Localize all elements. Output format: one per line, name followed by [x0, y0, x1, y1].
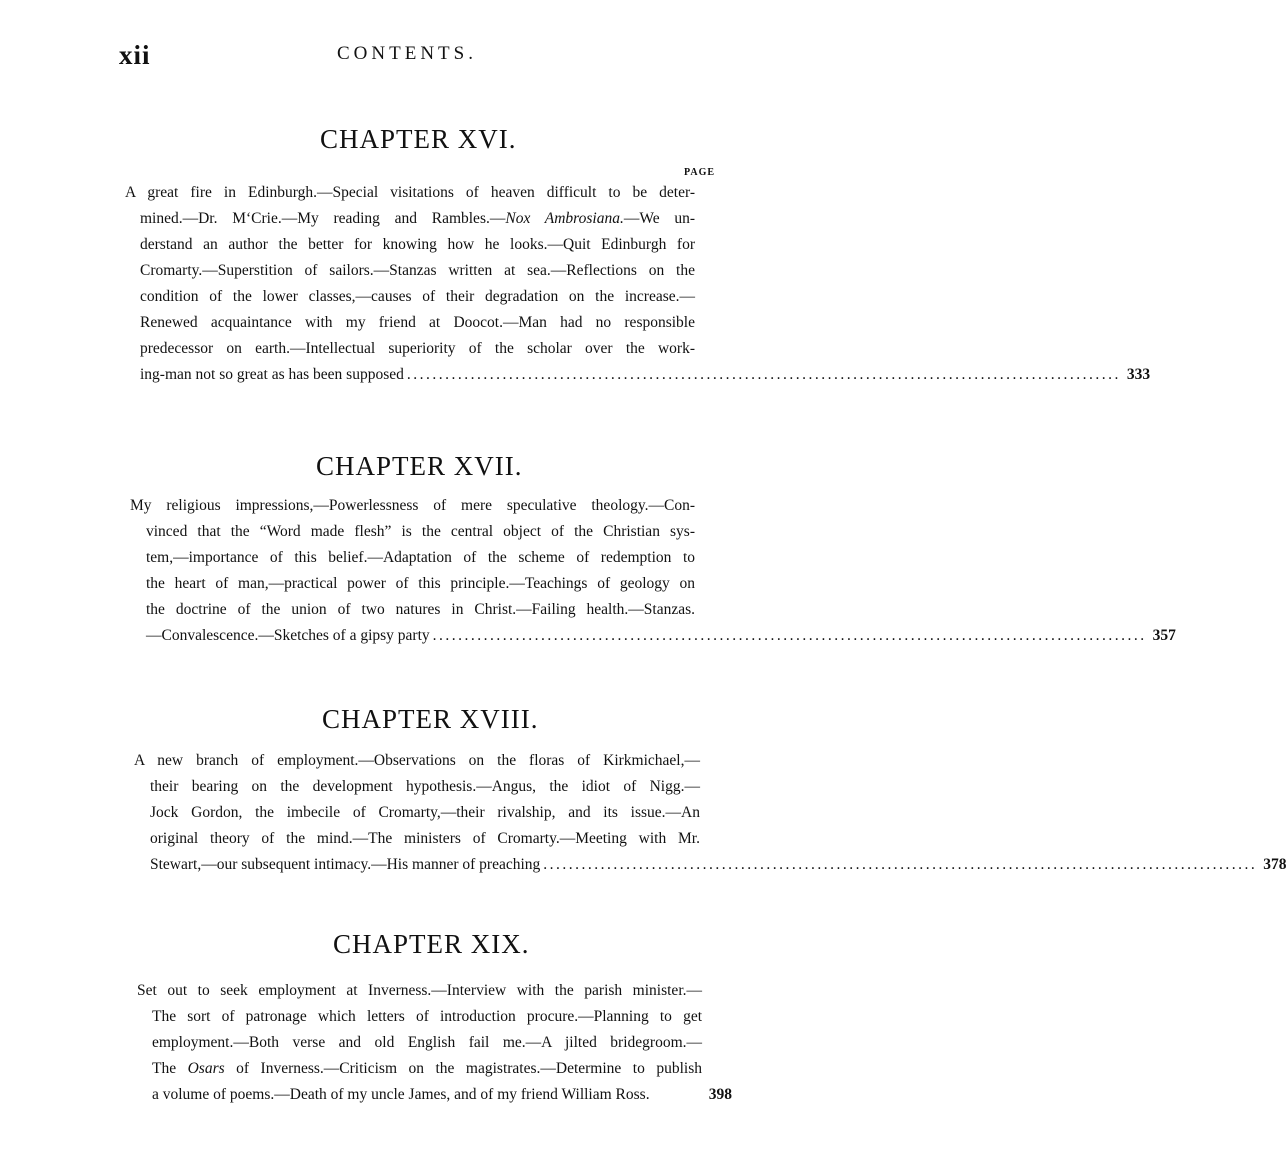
contents-line: the heart of man,—practical power of this principle.—Teachings of geology on [146, 575, 695, 592]
contents-line-final: a volume of poems.—Death of my uncle James, and of my friend William Ross. 398 [152, 1082, 732, 1108]
italic-title: Osars [187, 1060, 225, 1077]
contents-line: condition of the lower classes,—causes of their degradation on the increase.— [140, 288, 695, 305]
italic-title: Nox Ambrosiana. [505, 210, 624, 227]
contents-line: Renewed acquaintance with my friend at Doocot.—Man had no responsible [140, 314, 695, 331]
contents-line: predecessor on earth.—Intellectual superiority of the scholar over the work- [140, 340, 695, 357]
page-number: 398 [708, 1086, 732, 1103]
contents-line-final: Stewart,—our subsequent intimacy.—His manner of preaching ................................................................................................................ 378 [150, 852, 730, 878]
contents-line: A great fire in Edinburgh.—Special visitations of heaven difficult to be deter- [125, 184, 695, 201]
contents-line: vinced that the “Word made flesh” is the central object of the Christian sys- [146, 523, 695, 540]
page-column-label: PAGE [684, 167, 716, 178]
dot-leader: ................................................................................................................ [432, 627, 1147, 644]
contents-line: the doctrine of the union of two natures in Christ.—Failing health.—Stanzas. [146, 601, 695, 618]
contents-line: their bearing on the development hypothesis.—Angus, the idiot of Nigg.— [150, 778, 700, 795]
contents-line: derstand an author the better for knowing how he looks.—Quit Edinburgh for [140, 236, 695, 253]
contents-line: original theory of the mind.—The ministers of Cromarty.—Meeting with Mr. [150, 830, 700, 847]
chapter-title: CHAPTER XVII. [316, 451, 523, 481]
contents-line: mined.—Dr. M‘Crie.—My reading and Rambles.—Nox Ambrosiana.—We un- [140, 210, 695, 227]
page-number: 357 [1152, 627, 1176, 644]
contents-line: tem,—importance of this belief.—Adaptation of the scheme of redemption to [146, 549, 695, 566]
chapter-title: CHAPTER XVI. [320, 124, 517, 154]
contents-line: employment.—Both verse and old English fail me.—A jilted bridegroom.— [152, 1034, 702, 1051]
contents-line: My religious impressions,—Powerlessness of mere speculative theology.—Con- [130, 497, 695, 514]
chapter-title: CHAPTER XVIII. [322, 704, 539, 734]
contents-line: The sort of patronage which letters of introduction procure.—Planning to get [152, 1008, 702, 1025]
running-head: CONTENTS. [337, 43, 477, 64]
chapter-title: CHAPTER XIX. [333, 929, 530, 959]
page-folio: xii [119, 40, 151, 70]
dot-leader: ................................................................................................................ [406, 366, 1121, 383]
page-number: 378 [1263, 856, 1287, 873]
contents-line: Set out to seek employment at Inverness.—Interview with the parish minister.— [137, 982, 702, 999]
contents-line-final: —Convalescence.—Sketches of a gipsy party ................................................................................................................ 357 [146, 623, 730, 649]
contents-line: The Osars of Inverness.—Criticism on the magistrates.—Determine to publish [152, 1060, 702, 1077]
contents-line: Jock Gordon, the imbecile of Cromarty,—their rivalship, and its issue.—An [150, 804, 700, 821]
dot-leader: ................................................................................................................ [543, 856, 1258, 873]
contents-line-final: ing-man not so great as has been supposed ................................................................................................................ 333 [140, 362, 726, 388]
contents-line: Cromarty.—Superstition of sailors.—Stanzas written at sea.—Reflections on the [140, 262, 695, 279]
contents-line: A new branch of employment.—Observations on the floras of Kirkmichael,— [134, 752, 700, 769]
page-number: 333 [1126, 366, 1151, 383]
